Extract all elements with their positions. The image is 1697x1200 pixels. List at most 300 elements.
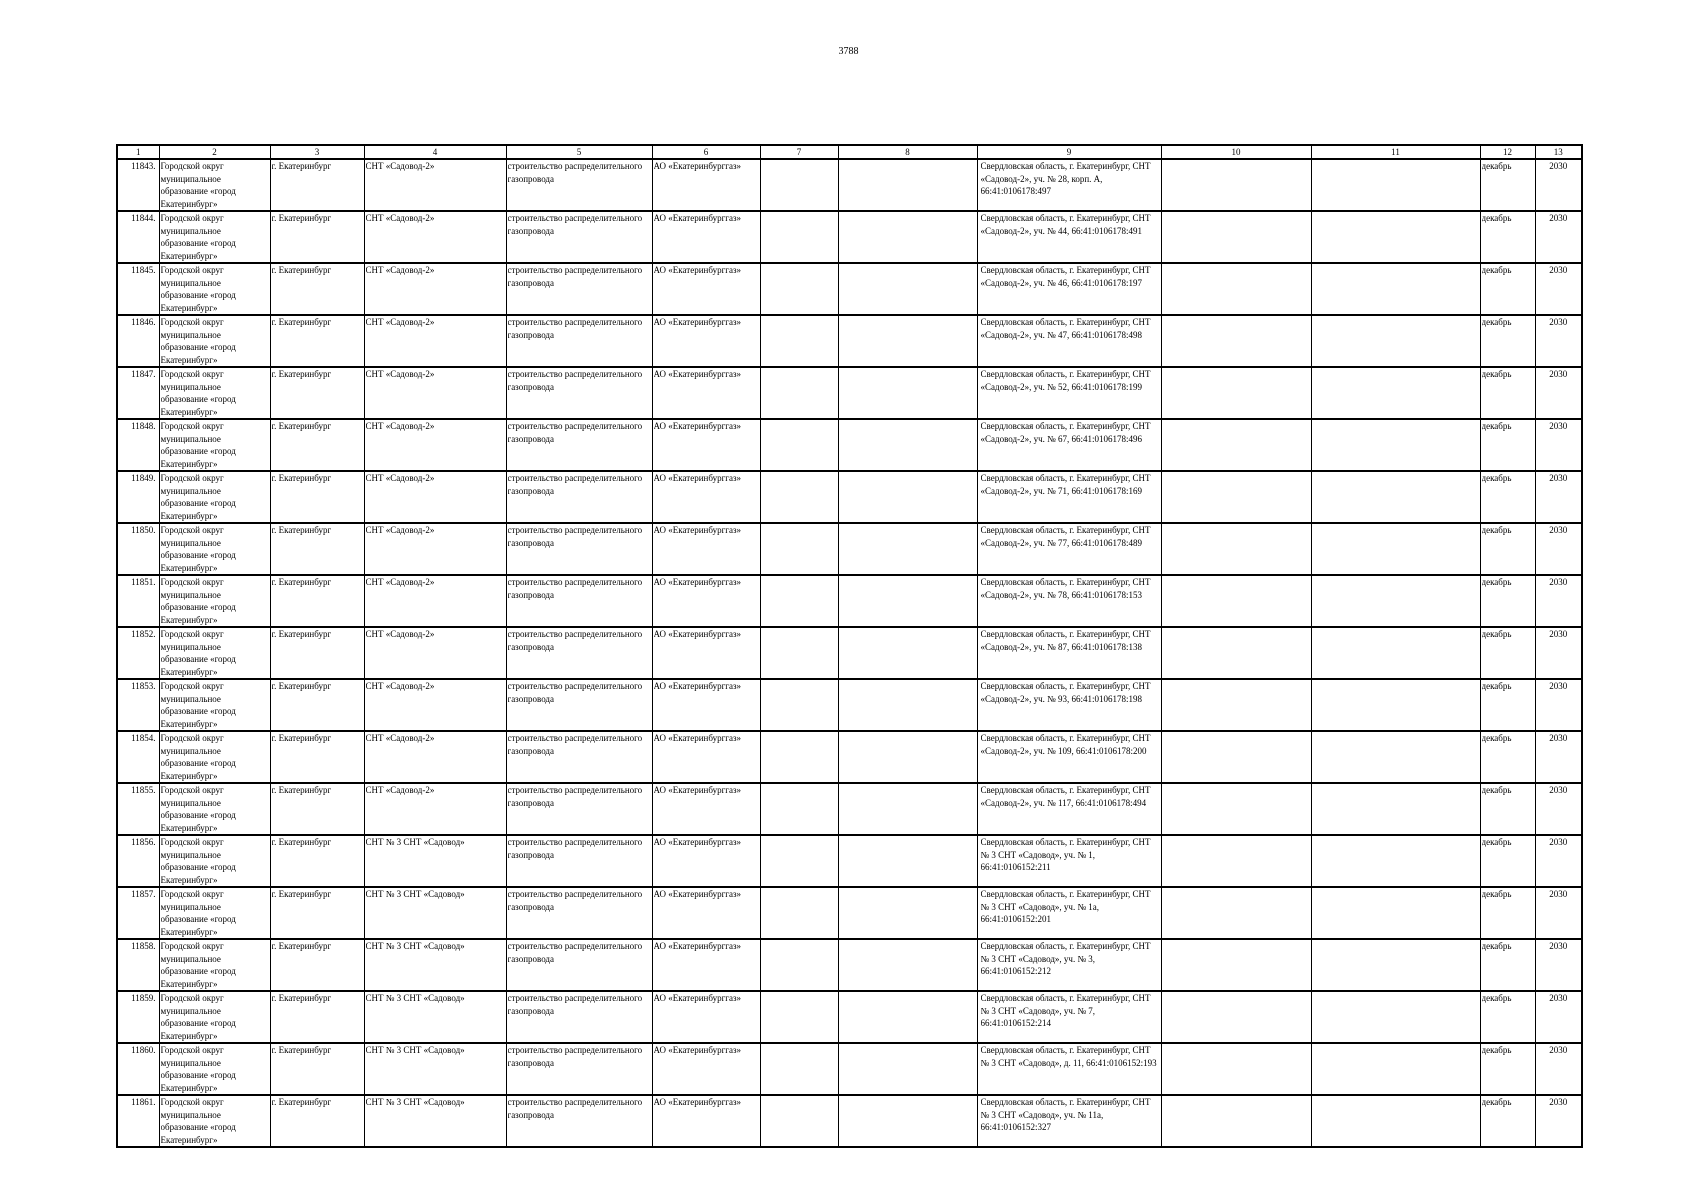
cell-text: СНТ № 3 СНТ «Садовод» — [365, 889, 465, 899]
territory-cell — [364, 679, 506, 731]
column-11-cell — [1311, 939, 1480, 991]
purpose-cell — [506, 887, 652, 939]
cell-text: 11859. — [131, 993, 156, 1003]
cell-text — [762, 732, 837, 782]
cell-text — [1313, 732, 1479, 782]
cell-text: строительство распределительного газопровода — [507, 889, 643, 912]
organization-cell — [652, 939, 760, 991]
cell-text: 11847. — [131, 369, 156, 379]
column-number-row — [117, 145, 1582, 159]
address-cell — [977, 419, 1161, 471]
cell-text — [840, 836, 976, 886]
cell-text: 2030 — [1549, 577, 1568, 587]
organization-cell — [652, 1095, 760, 1147]
column-8-cell — [838, 627, 977, 679]
month-cell — [1480, 315, 1535, 367]
row-number-cell — [117, 419, 159, 471]
row-number-cell — [117, 783, 159, 835]
organization-cell — [652, 627, 760, 679]
municipality-cell — [159, 471, 270, 523]
municipality-cell — [159, 211, 270, 263]
cell-text: Свердловская область, г. Екатеринбург, СНТ № 3 СНТ «Садовод», уч. № 3, 66:41:0106152:212 — [980, 941, 1151, 976]
municipality-cell — [159, 991, 270, 1043]
column-header: 12 — [1480, 145, 1535, 159]
cell-text: АО «Екатеринбурггаз» — [653, 889, 742, 899]
address-cell — [977, 679, 1161, 731]
column-8-cell — [838, 263, 977, 315]
column-7-cell — [760, 263, 838, 315]
cell-text — [840, 316, 976, 366]
organization-cell — [652, 211, 760, 263]
address-cell — [977, 887, 1161, 939]
cell-text: г. Екатеринбург — [271, 629, 332, 639]
cell-text: СНТ «Садовод-2» — [365, 369, 435, 379]
column-header: 2 — [159, 145, 270, 159]
cell-text: строительство распределительного газопровода — [507, 317, 643, 340]
municipality-cell — [159, 731, 270, 783]
territory-cell — [364, 835, 506, 887]
cell-text: 11855. — [131, 785, 156, 795]
cell-text — [762, 940, 837, 990]
cell-text: АО «Екатеринбурггаз» — [653, 161, 742, 171]
cell-text: СНТ «Садовод-2» — [365, 213, 435, 223]
settlement-cell — [270, 419, 364, 471]
table-row — [117, 1043, 1582, 1095]
column-header: 8 — [838, 145, 977, 159]
cell-text: Городской округ муниципальное образование «город Екатеринбург» — [160, 421, 236, 469]
territory-cell — [364, 419, 506, 471]
column-8-cell — [838, 159, 977, 211]
cell-text: АО «Екатеринбурггаз» — [653, 1097, 742, 1107]
cell-text: 11843. — [131, 161, 156, 171]
year-cell — [1535, 575, 1582, 627]
settlement-cell — [270, 211, 364, 263]
cell-text — [840, 420, 976, 470]
registry-table — [116, 144, 1583, 1148]
month-cell — [1480, 367, 1535, 419]
year-cell — [1535, 471, 1582, 523]
cell-text: Свердловская область, г. Екатеринбург, СНТ «Садовод-2», уч. № 46, 66:41:0106178:197 — [980, 265, 1151, 288]
cell-text: Свердловская область, г. Екатеринбург, СНТ № 3 СНТ «Садовод», уч. № 1, 66:41:0106152:211 — [980, 837, 1151, 872]
table-row — [117, 419, 1582, 471]
cell-text: строительство распределительного газопровода — [507, 577, 643, 600]
cell-text — [1163, 576, 1310, 626]
page-number: 3788 — [838, 46, 859, 57]
address-cell — [977, 939, 1161, 991]
cell-text: г. Екатеринбург — [271, 525, 332, 535]
cell-text — [840, 472, 976, 522]
municipality-cell — [159, 159, 270, 211]
cell-text — [1313, 680, 1479, 730]
column-7-cell — [760, 575, 838, 627]
column-11-cell — [1311, 523, 1480, 575]
cell-text — [762, 836, 837, 886]
settlement-cell — [270, 1043, 364, 1095]
cell-text: строительство распределительного газопровода — [507, 161, 643, 184]
purpose-cell — [506, 575, 652, 627]
cell-text — [1313, 836, 1479, 886]
cell-text: строительство распределительного газопровода — [507, 941, 643, 964]
month-cell — [1480, 159, 1535, 211]
cell-text — [1313, 368, 1479, 418]
cell-text — [1163, 940, 1310, 990]
address-cell — [977, 315, 1161, 367]
year-cell — [1535, 367, 1582, 419]
year-cell — [1535, 523, 1582, 575]
cell-text — [1163, 732, 1310, 782]
cell-text: СНТ «Садовод-2» — [365, 629, 435, 639]
cell-text: декабрь — [1481, 213, 1512, 223]
cell-text: строительство распределительного газопровода — [507, 733, 643, 756]
month-cell — [1480, 991, 1535, 1043]
cell-text — [1163, 992, 1310, 1042]
cell-text — [840, 784, 976, 834]
cell-text: АО «Екатеринбурггаз» — [653, 785, 742, 795]
settlement-cell — [270, 367, 364, 419]
cell-text: Городской округ муниципальное образование «город Екатеринбург» — [160, 733, 236, 781]
cell-text — [762, 264, 837, 314]
month-cell — [1480, 263, 1535, 315]
cell-text: г. Екатеринбург — [271, 681, 332, 691]
cell-text — [1313, 888, 1479, 938]
cell-text — [762, 524, 837, 574]
cell-text: Городской округ муниципальное образование «город Екатеринбург» — [160, 941, 236, 989]
row-number-cell — [117, 939, 159, 991]
cell-text: Городской округ муниципальное образование «город Екатеринбург» — [160, 629, 236, 677]
cell-text: Городской округ муниципальное образование «город Екатеринбург» — [160, 889, 236, 937]
cell-text: Свердловская область, г. Екатеринбург, СНТ «Садовод-2», уч. № 67, 66:41:0106178:496 — [980, 421, 1151, 444]
cell-text: СНТ «Садовод-2» — [365, 265, 435, 275]
cell-text — [1313, 784, 1479, 834]
municipality-cell — [159, 367, 270, 419]
cell-text — [1313, 212, 1479, 262]
column-11-cell — [1311, 1095, 1480, 1147]
purpose-cell — [506, 367, 652, 419]
column-7-cell — [760, 835, 838, 887]
column-8-cell — [838, 523, 977, 575]
column-10-cell — [1161, 367, 1311, 419]
cell-text: г. Екатеринбург — [271, 1097, 332, 1107]
cell-text — [840, 576, 976, 626]
column-11-cell — [1311, 991, 1480, 1043]
cell-text: 11848. — [131, 421, 156, 431]
column-7-cell — [760, 887, 838, 939]
organization-cell — [652, 315, 760, 367]
cell-text: Свердловская область, г. Екатеринбург, СНТ № 3 СНТ «Садовод», уч. № 1а, 66:41:0106152:201 — [980, 889, 1151, 924]
row-number-cell — [117, 211, 159, 263]
column-7-cell — [760, 471, 838, 523]
purpose-cell — [506, 315, 652, 367]
territory-cell — [364, 315, 506, 367]
cell-text — [762, 888, 837, 938]
cell-text: строительство распределительного газопровода — [507, 1045, 643, 1068]
cell-text: 2030 — [1549, 421, 1568, 431]
cell-text — [1313, 992, 1479, 1042]
organization-cell — [652, 887, 760, 939]
table-row — [117, 263, 1582, 315]
settlement-cell — [270, 1095, 364, 1147]
municipality-cell — [159, 783, 270, 835]
cell-text: Городской округ муниципальное образование «город Екатеринбург» — [160, 369, 236, 417]
cell-text: 2030 — [1549, 889, 1568, 899]
cell-text: строительство распределительного газопровода — [507, 629, 643, 652]
cell-text: АО «Екатеринбурггаз» — [653, 369, 742, 379]
cell-text: декабрь — [1481, 317, 1512, 327]
cell-text: Свердловская область, г. Екатеринбург, СНТ «Садовод-2», уч. № 71, 66:41:0106178:169 — [980, 473, 1151, 496]
address-cell — [977, 263, 1161, 315]
column-8-cell — [838, 679, 977, 731]
column-11-cell — [1311, 471, 1480, 523]
organization-cell — [652, 367, 760, 419]
address-cell — [977, 627, 1161, 679]
column-10-cell — [1161, 1095, 1311, 1147]
cell-text — [762, 472, 837, 522]
column-7-cell — [760, 627, 838, 679]
territory-cell — [364, 731, 506, 783]
organization-cell — [652, 471, 760, 523]
cell-text — [1163, 784, 1310, 834]
municipality-cell — [159, 887, 270, 939]
column-11-cell — [1311, 211, 1480, 263]
cell-text: 11856. — [131, 837, 156, 847]
column-7-cell — [760, 159, 838, 211]
table-row — [117, 627, 1582, 679]
address-cell — [977, 471, 1161, 523]
cell-text — [840, 212, 976, 262]
cell-text: Свердловская область, г. Екатеринбург, СНТ «Садовод-2», уч. № 109, 66:41:0106178:200 — [980, 733, 1151, 756]
cell-text: г. Екатеринбург — [271, 941, 332, 951]
cell-text: декабрь — [1481, 629, 1512, 639]
cell-text: АО «Екатеринбурггаз» — [653, 421, 742, 431]
column-10-cell — [1161, 991, 1311, 1043]
table-row — [117, 835, 1582, 887]
month-cell — [1480, 471, 1535, 523]
cell-text — [1163, 160, 1310, 210]
column-header: 7 — [760, 145, 838, 159]
address-cell — [977, 991, 1161, 1043]
cell-text: 2030 — [1549, 629, 1568, 639]
cell-text: СНТ «Садовод-2» — [365, 681, 435, 691]
month-cell — [1480, 419, 1535, 471]
month-cell — [1480, 887, 1535, 939]
column-header: 4 — [364, 145, 506, 159]
cell-text — [762, 160, 837, 210]
row-number-cell — [117, 731, 159, 783]
cell-text: 11857. — [131, 889, 156, 899]
cell-text — [1313, 264, 1479, 314]
table-row — [117, 1095, 1582, 1147]
organization-cell — [652, 523, 760, 575]
cell-text: г. Екатеринбург — [271, 317, 332, 327]
cell-text: строительство распределительного газопровода — [507, 265, 643, 288]
row-number-cell — [117, 575, 159, 627]
cell-text: АО «Екатеринбурггаз» — [653, 317, 742, 327]
cell-text: 11852. — [131, 629, 156, 639]
column-8-cell — [838, 731, 977, 783]
address-cell — [977, 523, 1161, 575]
cell-text: АО «Екатеринбурггаз» — [653, 213, 742, 223]
cell-text: декабрь — [1481, 889, 1512, 899]
cell-text: СНТ № 3 СНТ «Садовод» — [365, 1045, 465, 1055]
column-11-cell — [1311, 1043, 1480, 1095]
cell-text — [1313, 940, 1479, 990]
year-cell — [1535, 679, 1582, 731]
cell-text — [1313, 1096, 1479, 1146]
month-cell — [1480, 1043, 1535, 1095]
cell-text: Свердловская область, г. Екатеринбург, СНТ № 3 СНТ «Садовод», д. 11, 66:41:0106152:193 — [980, 1045, 1157, 1068]
cell-text: АО «Екатеринбурггаз» — [653, 681, 742, 691]
column-8-cell — [838, 315, 977, 367]
cell-text: АО «Екатеринбурггаз» — [653, 577, 742, 587]
organization-cell — [652, 783, 760, 835]
cell-text: СНТ № 3 СНТ «Садовод» — [365, 941, 465, 951]
column-8-cell — [838, 471, 977, 523]
column-10-cell — [1161, 835, 1311, 887]
address-cell — [977, 731, 1161, 783]
cell-text: СНТ «Садовод-2» — [365, 161, 435, 171]
column-10-cell — [1161, 315, 1311, 367]
column-8-cell — [838, 939, 977, 991]
cell-text: г. Екатеринбург — [271, 213, 332, 223]
cell-text: 2030 — [1549, 161, 1568, 171]
purpose-cell — [506, 835, 652, 887]
cell-text — [840, 888, 976, 938]
table-row — [117, 939, 1582, 991]
row-number-cell — [117, 627, 159, 679]
purpose-cell — [506, 939, 652, 991]
municipality-cell — [159, 1095, 270, 1147]
table-row — [117, 367, 1582, 419]
cell-text — [1163, 212, 1310, 262]
cell-text: строительство распределительного газопровода — [507, 213, 643, 236]
row-number-cell — [117, 835, 159, 887]
column-11-cell — [1311, 783, 1480, 835]
table-row — [117, 159, 1582, 211]
territory-cell — [364, 991, 506, 1043]
column-7-cell — [760, 679, 838, 731]
cell-text: 11845. — [131, 265, 156, 275]
year-cell — [1535, 315, 1582, 367]
cell-text — [1313, 472, 1479, 522]
column-7-cell — [760, 523, 838, 575]
cell-text: СНТ «Садовод-2» — [365, 577, 435, 587]
territory-cell — [364, 575, 506, 627]
cell-text: АО «Екатеринбурггаз» — [653, 733, 742, 743]
cell-text: АО «Екатеринбурггаз» — [653, 265, 742, 275]
cell-text: г. Екатеринбург — [271, 889, 332, 899]
year-cell — [1535, 1043, 1582, 1095]
cell-text — [1163, 420, 1310, 470]
year-cell — [1535, 731, 1582, 783]
address-cell — [977, 575, 1161, 627]
cell-text: строительство распределительного газопровода — [507, 837, 643, 860]
table-row — [117, 731, 1582, 783]
cell-text: 11844. — [131, 213, 156, 223]
cell-text: 2030 — [1549, 993, 1568, 1003]
purpose-cell — [506, 471, 652, 523]
settlement-cell — [270, 627, 364, 679]
cell-text — [1163, 1096, 1310, 1146]
column-10-cell — [1161, 627, 1311, 679]
cell-text: 2030 — [1549, 1097, 1568, 1107]
column-8-cell — [838, 1095, 977, 1147]
year-cell — [1535, 835, 1582, 887]
territory-cell — [364, 367, 506, 419]
cell-text — [762, 316, 837, 366]
cell-text: 2030 — [1549, 369, 1568, 379]
territory-cell — [364, 627, 506, 679]
cell-text — [1313, 1044, 1479, 1094]
municipality-cell — [159, 627, 270, 679]
month-cell — [1480, 627, 1535, 679]
cell-text — [1313, 524, 1479, 574]
cell-text — [762, 420, 837, 470]
year-cell — [1535, 159, 1582, 211]
cell-text: г. Екатеринбург — [271, 837, 332, 847]
month-cell — [1480, 679, 1535, 731]
territory-cell — [364, 1043, 506, 1095]
cell-text: Городской округ муниципальное образование «город Екатеринбург» — [160, 681, 236, 729]
cell-text: АО «Екатеринбурггаз» — [653, 1045, 742, 1055]
year-cell — [1535, 783, 1582, 835]
table-row — [117, 315, 1582, 367]
settlement-cell — [270, 523, 364, 575]
municipality-cell — [159, 263, 270, 315]
column-header: 1 — [117, 145, 159, 159]
column-10-cell — [1161, 1043, 1311, 1095]
settlement-cell — [270, 939, 364, 991]
municipality-cell — [159, 1043, 270, 1095]
row-number-cell — [117, 991, 159, 1043]
organization-cell — [652, 575, 760, 627]
table-row — [117, 211, 1582, 263]
cell-text — [1163, 836, 1310, 886]
cell-text: 2030 — [1549, 733, 1568, 743]
cell-text: Свердловская область, г. Екатеринбург, СНТ № 3 СНТ «Садовод», уч. № 7, 66:41:0106152:214 — [980, 993, 1151, 1028]
cell-text: Городской округ муниципальное образование «город Екатеринбург» — [160, 837, 236, 885]
cell-text — [762, 1096, 837, 1146]
cell-text — [840, 680, 976, 730]
cell-text — [762, 368, 837, 418]
column-11-cell — [1311, 679, 1480, 731]
month-cell — [1480, 783, 1535, 835]
table-row — [117, 991, 1582, 1043]
address-cell — [977, 1095, 1161, 1147]
cell-text — [840, 732, 976, 782]
cell-text: 11858. — [131, 941, 156, 951]
cell-text: Городской округ муниципальное образование «город Екатеринбург» — [160, 1045, 236, 1093]
cell-text — [1313, 160, 1479, 210]
table-row — [117, 783, 1582, 835]
row-number-cell — [117, 1095, 159, 1147]
cell-text: строительство распределительного газопровода — [507, 681, 643, 704]
cell-text — [840, 628, 976, 678]
purpose-cell — [506, 627, 652, 679]
column-11-cell — [1311, 627, 1480, 679]
cell-text: декабрь — [1481, 681, 1512, 691]
row-number-cell — [117, 315, 159, 367]
cell-text: г. Екатеринбург — [271, 265, 332, 275]
address-cell — [977, 159, 1161, 211]
settlement-cell — [270, 991, 364, 1043]
table-row — [117, 679, 1582, 731]
cell-text: г. Екатеринбург — [271, 421, 332, 431]
column-7-cell — [760, 731, 838, 783]
column-header: 5 — [506, 145, 652, 159]
column-7-cell — [760, 783, 838, 835]
column-11-cell — [1311, 159, 1480, 211]
year-cell — [1535, 263, 1582, 315]
